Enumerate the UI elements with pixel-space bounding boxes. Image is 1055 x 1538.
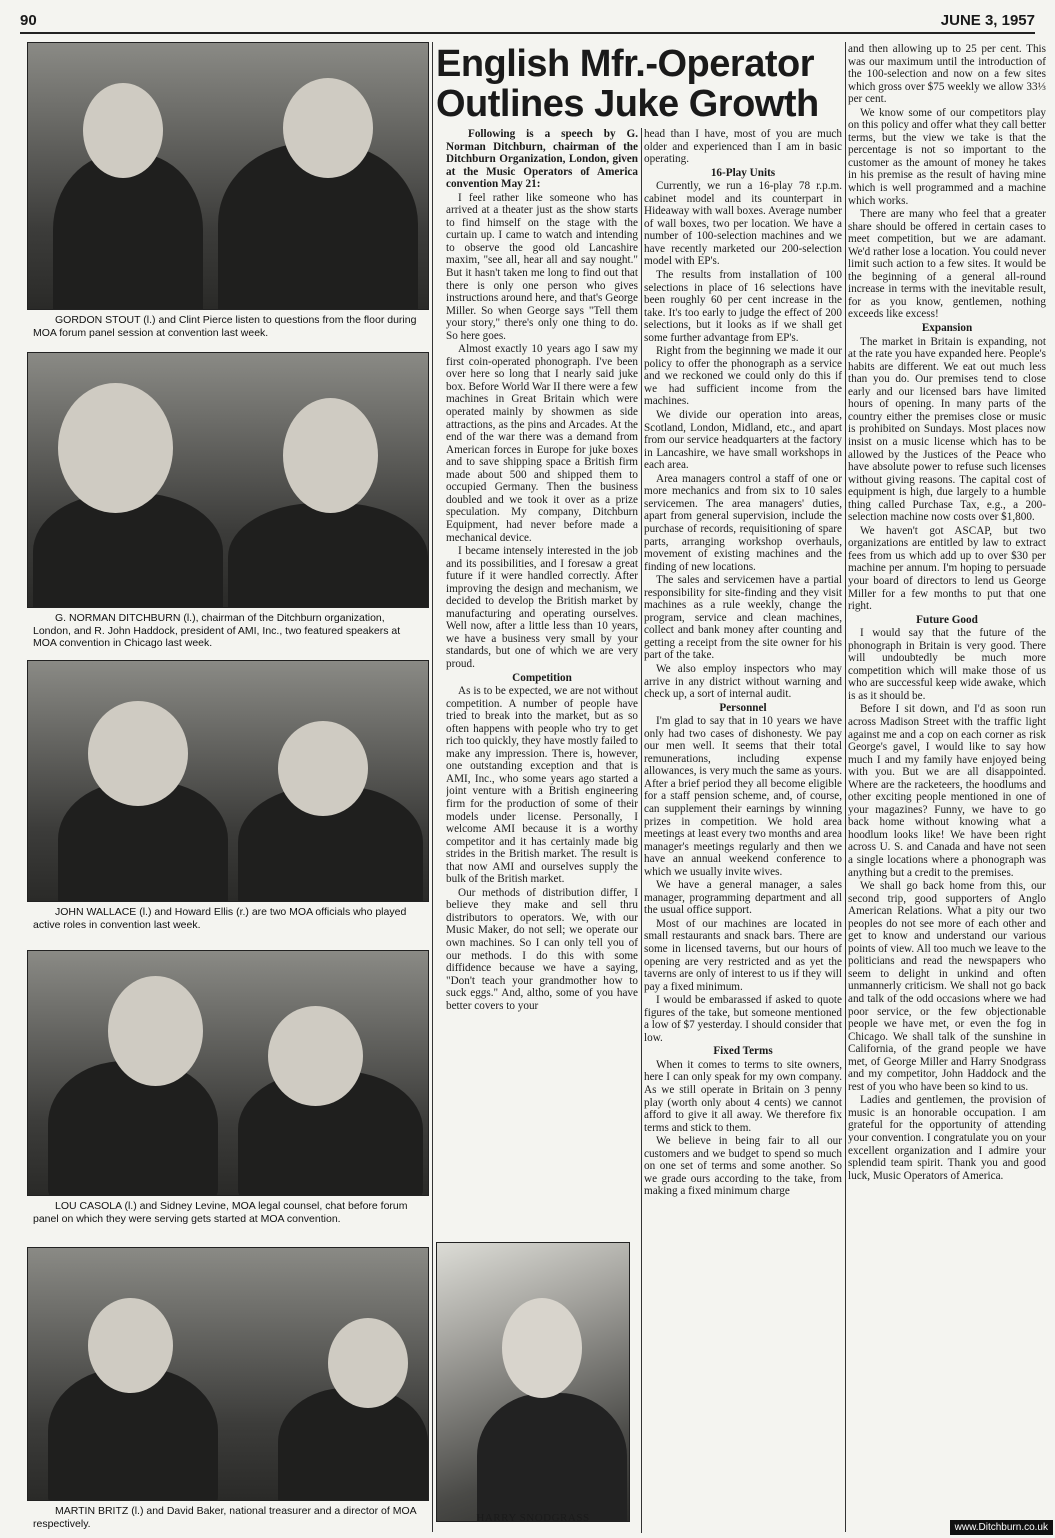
photo-caption: LOU CASOLA (l.) and Sidney Levine, MOA legal counsel, chat before forum panel on which they were serving gets started at MOA convention. (33, 1200, 408, 1225)
headline-line-2: Outlines Juke Growth (436, 83, 819, 125)
photo-block (27, 42, 429, 339)
headline-line-1: English Mfr.-Operator (436, 43, 814, 85)
article-column-2 (644, 128, 842, 1533)
article-paragraph: When it comes to terms to site owners, here I can only speak for my own company. As we still operate in Britain on 3 penny play (worth only about 4 cents) we cannot afford to give it all away. We therefore fix terms and stick to them. (644, 1058, 842, 1134)
watermark: www.Ditchburn.co.uk (950, 1520, 1053, 1535)
article-paragraph: Almost exactly 10 years ago I saw my first coin-operated phonograph. I've been over here so long that I nearly said juke box. Before World War II there were a few machines in Great Britain which were operated mainly by showmen as side attractions, as the pins and Arcades. At the end of the war there was a demand from American forces in Europe for juke boxes and to save shipping space a British firm made about 500 and shipped them to occupied Germany. Then the business doubled and we took it over as a prize speculation. My company, Ditchburn Equipment, had never before made a mechanical device. (446, 343, 638, 544)
section-subhead: 16-Play Units (710, 166, 776, 179)
article-paragraph: We haven't got ASCAP, but two organizations are entitled by law to extract fees from us which add up to over $30 per machine per annum. I'm hoping to persuade your board of directors to lend us George Miller for a few months to put that one right. (848, 524, 1046, 613)
article-paragraph: As is to be expected, we are not without competition. A number of people have tried to break into the market, but as so often happens with people who try to get rich too quickly, they have mostly failed to make any impression. There is, however, one outstanding exception and that is AMI, Inc., who some years ago started a joint venture with a British engineering firm for the production of some of their models under license. Personally, I welcome AMI because it is a worthy competitor and it has certainly made big strides in the British market. The result is that now AMI and ourselves supply the bulk of the British market. (446, 685, 638, 886)
article-paragraph: I feel rather like someone who has arrived at a theater just as the show starts to find himself on the stage with the curtain up. I came to watch and intending to observe the good old Lancashire maxim, "see all, hear all and say nought." But it hasn't taken me long to find out that there is only one person who gives instructions around here, and that's George Miller. So when George says "Tell them your story," there's only one thing to do. So here goes. (446, 191, 638, 342)
photo-casola-levine (27, 950, 429, 1196)
photo-harry-snodgrass (436, 1242, 630, 1522)
article-paragraph: We also employ inspectors who may arrive in any district without warning and check up, a sort of internal audit. (644, 662, 842, 701)
section-subhead: Fixed Terms (713, 1045, 773, 1058)
article-paragraph: Our methods of distribution differ, I believe they make and sell thru distributors to operators. We, with our Music Maker, do not sell; we operate our own machines. So I can only tell you of our methods. I do this with some diffidence because we have a saying, "Don't teach your grandmother how to suck eggs." And, altho, some of you have better covers to your (446, 886, 638, 1012)
section-subhead: Expansion (921, 322, 973, 335)
article-intro: Following is a speech by G. Norman Ditchburn, chairman of the Ditchburn Organization, London, given at the Music Operators of America convention May 21: (446, 128, 638, 191)
article-paragraph: Area managers control a staff of one or more mechanics and from six to 10 sales servicemen. The area managers' duties, apart from general supervision, include the purchase of records, requisitioning of spare parts, arranging workshop overhauls, movement of existing machines and the finding of new locations. (644, 472, 842, 573)
page-number: 90 (20, 12, 37, 29)
article-paragraph: Ladies and gentlemen, the provision of music is an honorable occupation. I am grateful for the opportunity of attending your convention. I congratulate you on your excellent organization and I admire your splendid team spirit. Thank you and good luck, Music Operators of America. (848, 1094, 1046, 1182)
article-paragraph: Most of our machines are located in small restaurants and snack bars. There are some in licensed taverns, but our hours of opening are very restricted and as yet the taverns are only of interest to us if they will pay a fixed minimum. (644, 917, 842, 993)
article-paragraph: We know some of our competitors play on this policy and offer what they call better terms, but the view we take is that the percentage is not so important to the customer as the amount of money he takes in his premise as the result of having mine which is well programmed and a machine which works. (848, 106, 1046, 207)
photo-caption: GORDON STOUT (l.) and Clint Pierce listen to questions from the floor during MOA forum panel session at convention last week. (33, 314, 417, 339)
article-paragraph: There are many who feel that a greater share should be offered in certain cases to meet competition, but we are adamant. We'd rather lose a location. You could never limit such action to a few sites. It would be the beginning of a general all-round increase in terms with the inevitable result, for as you know, gentlemen, nothing exceeds like excess! (848, 208, 1046, 321)
section-subhead: Competition (512, 671, 572, 684)
section-subhead: Personnel (719, 701, 767, 714)
article-paragraph: head than I have, most of you are much older and experienced than I am in basic operating. (644, 128, 842, 166)
column-rule (845, 42, 846, 1532)
article-column-3 (848, 43, 1046, 1533)
article-paragraph: The market in Britain is expanding, not at the rate you have expanded here. People's habits are different. We eat out much less than you do. Our premises tend to close early and our licensed bars have limited hours of opening. In many parts of the country either the premises close or music is prohibited on Sundays. Most places now insist on a music license which has to be allowed by the Justices of the Peace who have absolute power to refuse such licenses without giving reasons. The capital cost of equipment is high, due largely to a humble thing called Purchase Tax, e.g., a 200-selection machine now costs over $1,800. (848, 335, 1046, 524)
photo-caption: MARTIN BRITZ (l.) and David Baker, national treasurer and a director of MOA respectively. (33, 1505, 417, 1530)
page-header (20, 8, 1035, 34)
article-paragraph: We shall go back home from this, our second trip, good supporters of Anglo American Relations. What a pity our two peoples do not see more of each other and get to know and understand our various points of view. All too much we leave to the politicians and read the newspapers who seem to delight in unkind and often unmannerly criticism. We shall not go back and talk of the odd occasions where we had poor service, or the few objectionable people we have met, or even the fog in Chicago. We shall talk of the sunshine in California, of the grand people we have met, of George Miller and Harry Snodgrass and my competitor, John Haddock and the rest of you who have been so kind to us. (848, 880, 1046, 1093)
article-paragraph: I became intensely interested in the job and its possibilities, and I foresaw a great future if it were handled correctly. After improving the design and mechanism, we decided to develop the British market by manufacturing and operating ourselves. Well now, after a little less than 10 years, we have a business very small by your standards, but one of which we are very proud. (446, 545, 638, 670)
photo-ditchburn-haddock (27, 352, 429, 608)
article-paragraph: and then allowing up to 25 per cent. This was our maximum until the introduction of the 100-selection and now on a few sites which gross over $75 weekly we allow 33⅓ per cent. (848, 43, 1046, 106)
article-paragraph: We have a general manager, a sales manager, programming department and all the usual office support. (644, 879, 842, 917)
column-rule (641, 128, 642, 1533)
article-paragraph: Right from the beginning we made it our policy to offer the phonograph as a service and we reckoned we could only do this if we had sufficient income from the machines. (644, 345, 842, 408)
article-paragraph: Before I sit down, and I'd as soon run across Madison Street with the traffic light against me and a cop on each corner as risk George's gavel, I would like to say how much I and my family have enjoyed being with you. But we are all disappointed. Where are the racketeers, the hoodlums and other exciting people mentioned in one of your magazines? Funny, we have to go back home without knowing what a hoodlum looks like! We have been right across U. S. and Canada and have not seen a single locations where a phonograph was anything but a credit to the premises. (848, 703, 1046, 879)
photo-block (27, 352, 429, 650)
column-rule (432, 42, 433, 1532)
photo-stout-pierce (27, 42, 429, 310)
photo-caption: G. NORMAN DITCHBURN (l.), chairman of the Ditchburn organization, London, and R. John Haddock, president of AMI, Inc., two featured speakers at MOA convention in Chicago last week. (33, 612, 401, 649)
photo-block (27, 950, 429, 1225)
article-column-1 (446, 128, 638, 1228)
photo-block (27, 1247, 429, 1530)
photo-britz-baker (27, 1247, 429, 1501)
article-paragraph: The sales and servicemen have a partial responsibility for site-finding and they visit machines as a rule weekly, change the program, service and clean machines, collect and bank money after counting and getting a receipt from the site owner for his part of the take. (644, 574, 842, 662)
article-paragraph: We believe in being fair to all our customers and we budget to spend so much on one set of terms and some another. So we grade ours according to the take, from making a fixed minimum charge (644, 1135, 842, 1198)
article-paragraph: I would say that the future of the phonograph in Britain is very good. There will undoubtedly be much more competition which will make those of us who are successful keep wide awake, which is as it should be. (848, 627, 1046, 702)
photo-caption: JOHN WALLACE (l.) and Howard Ellis (r.) are two MOA officials who played active roles in convention last week. (33, 906, 407, 931)
article-paragraph: We divide our operation into areas, Scotland, London, Midland, etc., and apart from our service headquarters at the factory in Lancashire, we have small workshops in each area. (644, 409, 842, 472)
photo-wallace-ellis (27, 660, 429, 902)
photo-block (27, 660, 429, 931)
article-headline (436, 44, 842, 124)
article-paragraph: I would be embarassed if asked to quote figures of the take, but someone mentioned a low of $7 yesterday. I should consider that low. (644, 994, 842, 1044)
article-paragraph: Currently, we run a 16-play 78 r.p.m. cabinet model and its counterpart in Hideaway with wall boxes. Average number of wall boxes, two per location. We have a number of 100-selection machines and we have recently marketed our 200-selection model with EP's. (644, 180, 842, 268)
issue-date: JUNE 3, 1957 (940, 12, 1035, 29)
article-paragraph: I'm glad to say that in 10 years we have only had two cases of dishonesty. We pay our men well. It seems that their total remunerations, including expense allowances, is very much the same as yours. After a brief period they all become eligible for a staff pension scheme, and, of course, can supplement their earnings by winning prizes in competition. We hold area meetings at least every two months and area manager's meetings regularly and then we have an annual weekend conference to which we usually invite wives. (644, 715, 842, 878)
section-subhead: Future Good (916, 613, 978, 626)
photo-caption: HARRY SNODGRASS (476, 1512, 590, 1524)
article-paragraph: The results from installation of 100 selections in place of 16 selections have been roughly 60 per cent increase in the take. It's too early to judge the effect of 200 selections, but it looks as if we shall get some further advantage from EP's. (644, 269, 842, 344)
